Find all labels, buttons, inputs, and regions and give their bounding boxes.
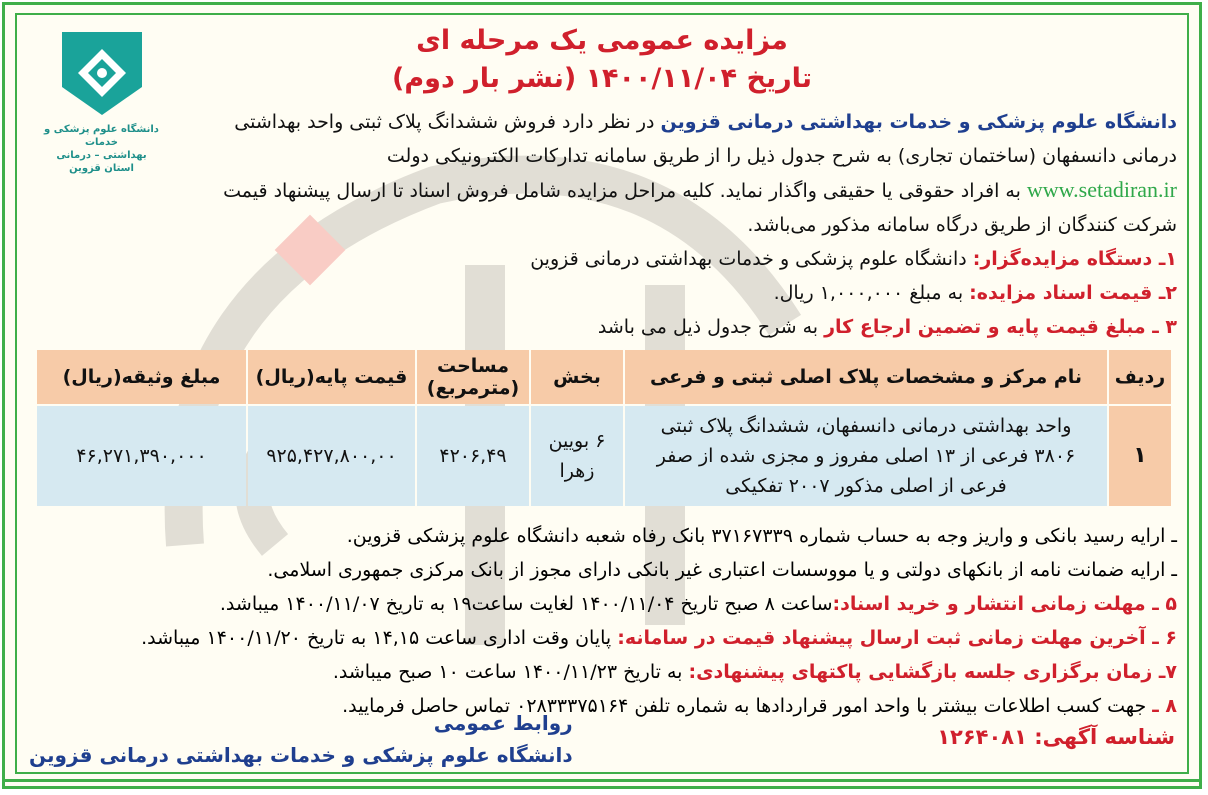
university-emblem-icon [52, 27, 152, 119]
item-1-label: ۱ـ دستگاه مزایده‌گزار: [972, 248, 1177, 270]
item-7-text: به تاریخ ۱۴۰۰/۱۱/۲۳ ساعت ۱۰ صبح میباشد. [332, 661, 689, 683]
item-2-text: به مبلغ ۱,۰۰۰,۰۰۰ ریال. [773, 282, 970, 304]
public-relations: روابط عمومی [433, 711, 573, 735]
item-3-label: ۳ ـ مبلغ قیمت پایه و تضمین ارجاع کار [824, 316, 1177, 338]
col-area: مساحت (مترمربع) [417, 350, 529, 404]
university-logo [29, 27, 174, 172]
ad-id: شناسه آگهی: ۱۲۶۴۰۸۱ [937, 725, 1175, 749]
item-5-text: ساعت ۸ صبح تاریخ ۱۴۰۰/۱۱/۰۴ لغایت ساعت۱۹ به تاریخ ۱۴۰۰/۱۱/۰۷ میباشد. [219, 593, 833, 615]
item-5-label: ۵ ـ مهلت زمانی انتشار و خرید اسناد: [832, 593, 1177, 615]
intro-line-3: به افراد حقوقی یا حقیقی واگذار نماید. کلیه مراحل مزایده شامل فروش اسناد تا ارسال پیشنهاد قیمت [223, 180, 1027, 202]
intro-line-2: درمانی دانسفهان (ساختمان تجاری) به شرح جدول ذیل را از طریق سامانه تدارکات الکترونیکی دولت [386, 145, 1177, 167]
intro-text [195, 105, 1177, 344]
ad-frame [2, 2, 1202, 789]
item-6-text: پایان وقت اداری ساعت ۱۴,۱۵ به تاریخ ۱۴۰۰/۱۱/۲۰ میباشد. [141, 627, 618, 649]
col-property: نام مرکز و مشخصات پلاک اصلی ثبتی و فرعی [625, 350, 1107, 404]
signature-org: دانشگاه علوم پزشکی و خدمات بهداشتی درمانی قزوین [29, 743, 573, 767]
item-8-text: جهت کسب اطلاعات بیشتر با واحد امور قراردادها به شماره تلفن ۰۲۸۳۳۳۷۵۱۶۴ تماس حاصل فرمایید. [342, 695, 1153, 717]
logo-caption-2: بهداشتی – درمانی [56, 150, 147, 161]
note-1: ـ ارایه رسید بانکی و واریز وجه به حساب شماره ۳۷۱۶۷۳۳۹ بانک رفاه شعبه دانشگاه علوم پزشکی قزوین. [346, 525, 1177, 547]
divider [5, 779, 1199, 782]
conditions [27, 519, 1177, 723]
cell-row: ۱ [1109, 406, 1171, 506]
intro-line-1: در نظر دارد فروش ششدانگ پلاک ثبتی واحد بهداشتی [234, 111, 661, 133]
signature [29, 707, 573, 771]
cell-deposit: ۴۶,۲۷۱,۳۹۰,۰۰۰ [37, 406, 246, 506]
item-1-text: دانشگاه علوم پزشکی و خدمات بهداشتی درمانی قزوین [530, 248, 973, 270]
note-2: ـ ارایه ضمانت نامه از بانکهای دولتی و یا مووسسات اعتباری غیر بانکی دارای مجوز از بانک مرکزی جمهوری اسلامی. [267, 559, 1177, 581]
item-6-label: ۶ ـ آخرین مهلت زمانی ثبت ارسال پیشنهاد قیمت در سامانه: [617, 627, 1177, 649]
cell-property: واحد بهداشتی درمانی دانسفهان، ششدانگ پلاک ثبتی ۳۸۰۶ فرعی از ۱۳ اصلی مفروز و مجزی شده از صفر فرعی از اصلی مذکور ۲۰۰۷ تفکیکی [625, 406, 1107, 506]
table-row [37, 406, 1171, 506]
cell-district: ۶ بویین زهرا [531, 406, 623, 506]
table-header-row [37, 350, 1171, 404]
item-3-text: به شرح جدول ذیل می باشد [597, 316, 825, 338]
col-deposit: مبلغ وثیقه(ریال) [37, 350, 246, 404]
col-row: ردیف [1109, 350, 1171, 404]
logo-caption-3: استان قزوین [69, 163, 134, 174]
logo-caption-1: دانشگاه علوم پزشکی و خدمات [44, 124, 159, 148]
cell-area: ۴۲۰۶,۴۹ [417, 406, 529, 506]
setad-link[interactable]: www.setadiran.ir [1026, 177, 1177, 202]
item-2-label: ۲ـ قیمت اسناد مزایده: [969, 282, 1177, 304]
col-district: بخش [531, 350, 623, 404]
item-8-label: ۸ ـ [1152, 695, 1177, 717]
intro-line-4: شرکت کنندگان از طریق درگاه سامانه مذکور می‌باشد. [747, 214, 1177, 236]
ad-title: مزایده عمومی یک مرحله ای [416, 25, 788, 56]
item-7-label: ۷ـ زمان برگزاری جلسه بازگشایی پاکتهای پیشنهادی: [688, 661, 1177, 683]
ad-date: تاریخ ۱۴۰۰/۱۱/۰۴ (نشر بار دوم) [392, 63, 812, 94]
auction-table [35, 348, 1173, 508]
org-name: دانشگاه علوم پزشکی و خدمات بهداشتی درمانی قزوین [660, 111, 1177, 133]
col-base-price: قیمت پایه(ریال) [248, 350, 415, 404]
cell-base-price: ۹۲۵,۴۲۷,۸۰۰,۰۰ [248, 406, 415, 506]
